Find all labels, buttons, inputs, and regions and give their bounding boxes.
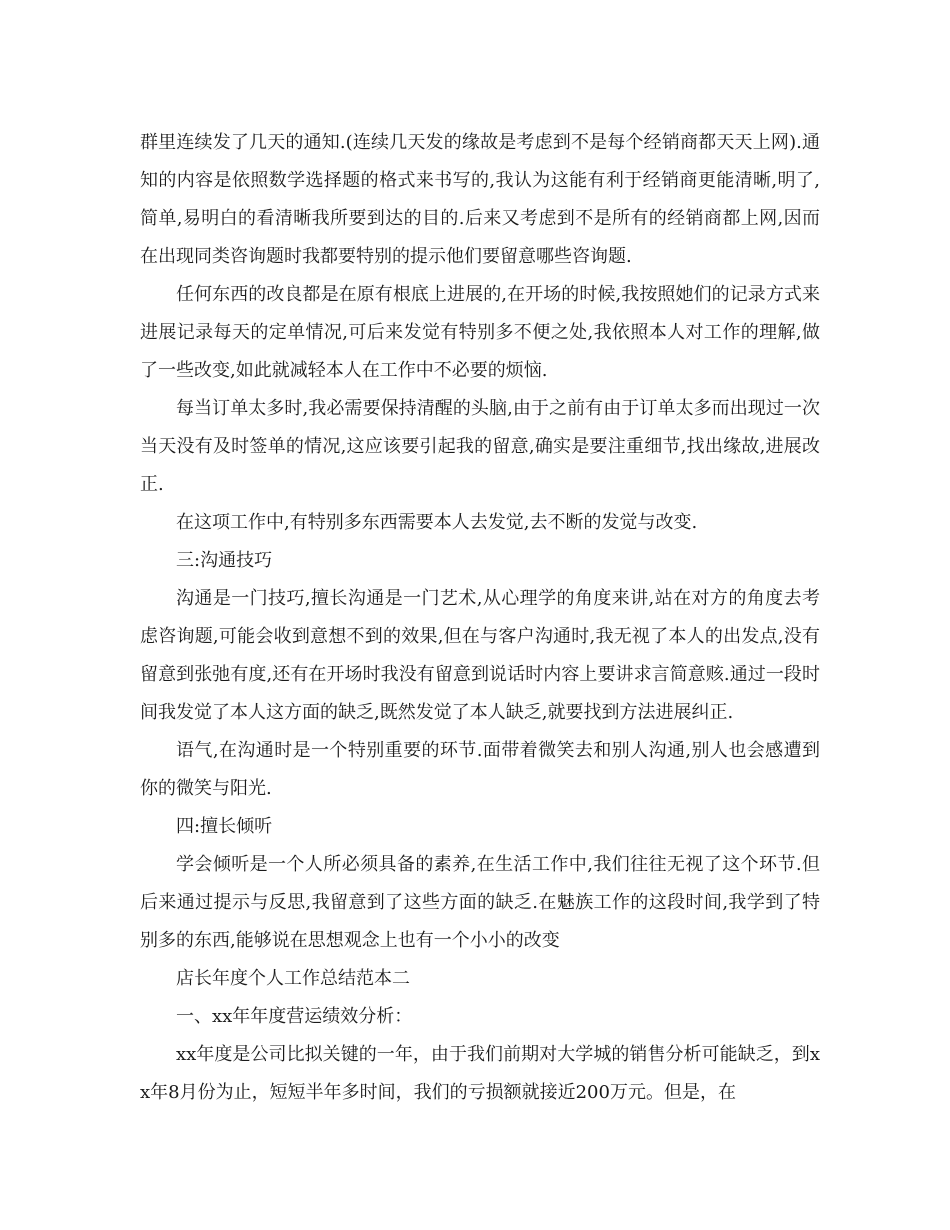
paragraph: 任何东西的改良都是在原有根底上进展的,在开场的时候,我按照她们的记录方式来进展记录每天的定单情况,可后来发觉有特别多不便之处,我依照本人对工作的理解,做了一些改变,如此就减轻本人在工作中不必要的烦恼.: [140, 284, 820, 381]
paragraph: 每当订单太多时,我必需要保持清醒的头脑,由于之前有由于订单太多而出现过一次当天没有及时签单的情况,这应该要引起我的留意,确实是要注重细节,找出缘故,进展改正.: [140, 398, 820, 495]
paragraph: xx年度是公司比拟关键的一年，由于我们前期对大学城的销售分析可能缺乏，到xx年8月份为止，短短半年多时间，我们的亏损额就接近200万元。但是，在: [140, 1044, 820, 1103]
document-body: [140, 124, 820, 1112]
paragraph: 群里连续发了几天的通知.(连续几天发的缘故是考虑到不是每个经销商都天天上网).通知的内容是依照数学选择题的格式来书写的,我认为这能有利于经销商更能清晰,明了,简单,易明白的看清晰我所要到达的目的.后来又考虑到不是所有的经销商都上网,因而在出现同类咨询题时我都要特别的提示他们要留意哪些咨询题.: [140, 132, 820, 267]
paragraph: 沟通是一门技巧,擅长沟通是一门艺术,从心理学的角度来讲,站在对方的角度去考虑咨询题,可能会收到意想不到的效果,但在与客户沟通时,我无视了本人的出发点,没有留意到张弛有度,还有在开场时我没有留意到说话时内容上要讲求言简意赅.通过一段时间我发觉了本人这方面的缺乏,既然发觉了本人缺乏,就要找到方法进展纠正.: [140, 588, 820, 723]
section-heading: 四:擅长倾听: [176, 816, 273, 837]
section-heading: 一、xx年年度营运绩效分析：: [176, 1006, 413, 1027]
paragraph: 学会倾听是一个人所必须具备的素养,在生活工作中,我们往往无视了这个环节.但后来通过提示与反思,我留意到了这些方面的缺乏.在魅族工作的这段时间,我学到了特别多的东西,能够说在思想观念上也有一个小小的改变: [140, 854, 820, 951]
section-heading: 三:沟通技巧: [176, 550, 273, 571]
paragraph: 在这项工作中,有特别多东西需要本人去发觉,去不断的发觉与改变.: [176, 512, 698, 533]
paragraph: 语气,在沟通时是一个特别重要的环节.面带着微笑去和别人沟通,别人也会感遭到你的微笑与阳光.: [140, 740, 820, 799]
document-title: 店长年度个人工作总结范本二: [176, 968, 410, 989]
